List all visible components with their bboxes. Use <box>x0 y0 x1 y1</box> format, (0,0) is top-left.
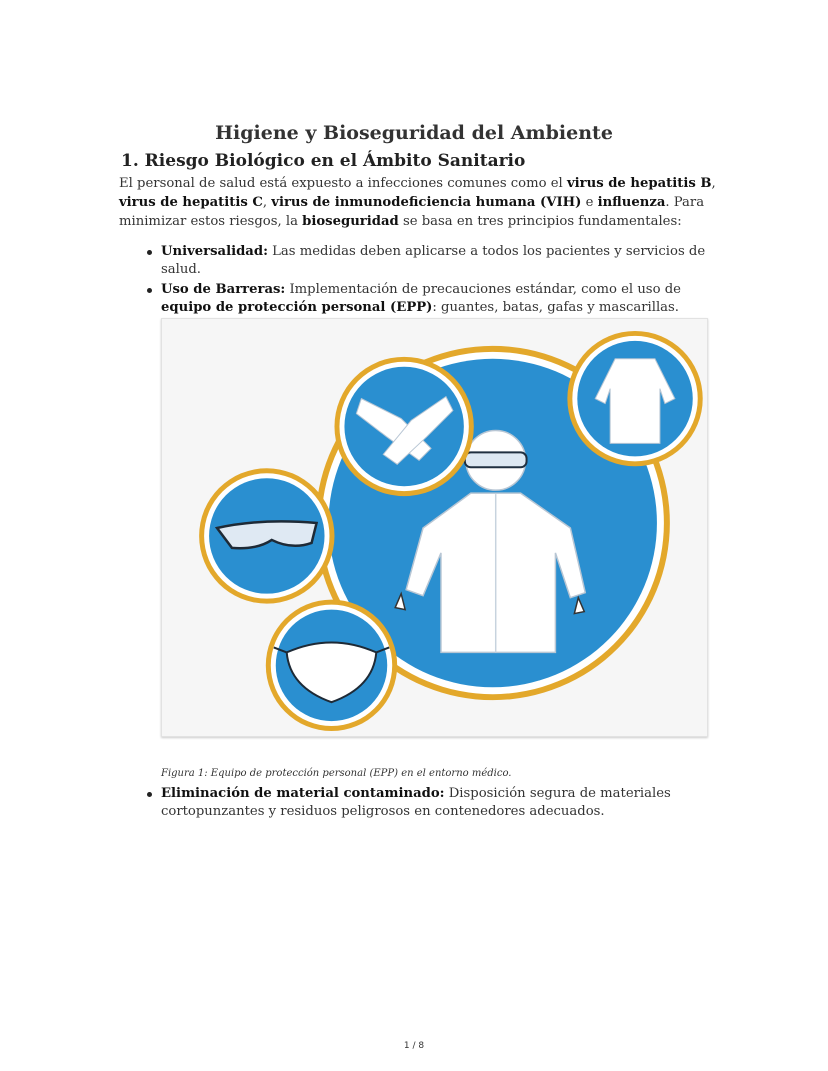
intro-paragraph: El personal de salud está expuesto a infecciones comunes como el virus de hepatitis B, virus de hepatitis C, virus de inmunodeficiencia humana (VIH) e influenza. Para minimizar estos riesgos, la bioseguridad se basa en tres principios fundamentales: <box>119 176 716 229</box>
principle-uso-de-barreras: Uso de Barreras: Implementación de precauciones estándar, como el uso de equipo de protección personal (EPP): guantes, batas, gafas y mascarillas. <box>161 281 721 317</box>
principles-list <box>161 243 721 319</box>
principle-eliminacion: Eliminación de material contaminado: Disposición segura de materiales cortopunzantes y residuos peligrosos en contenedores adecuados. <box>161 785 721 821</box>
document-title: Higiene y Bioseguridad del Ambiente <box>215 122 613 144</box>
goggles-icon <box>199 468 334 603</box>
ppe-figure <box>161 318 708 737</box>
section-heading: 1. Riesgo Biológico en el Ámbito Sanitario <box>121 151 526 171</box>
principles-list-continued <box>161 785 721 823</box>
mask-icon <box>266 600 397 731</box>
ppe-illustration <box>162 319 707 736</box>
gown-icon <box>567 331 702 466</box>
page-number: 1 / 8 <box>403 1041 425 1051</box>
gloves-icon <box>334 357 473 496</box>
figure-caption: Figura 1: Equipo de protección personal (EPP) en el entorno médico. <box>161 768 512 779</box>
principle-universalidad: Universalidad: Las medidas deben aplicarse a todos los pacientes y servicios de salud. <box>161 243 721 279</box>
